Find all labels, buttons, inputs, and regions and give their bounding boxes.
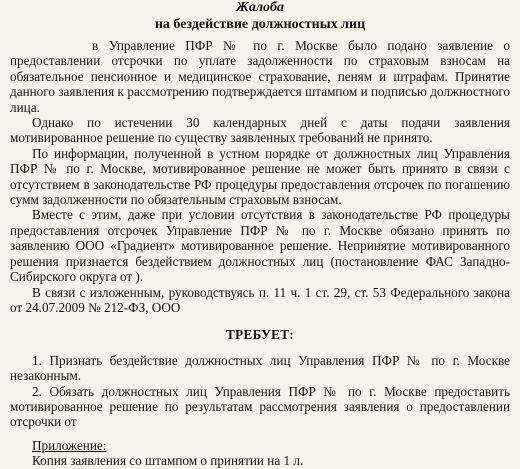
- attachment-text: Копия заявления со штампом о принятии на 1 л.: [32, 453, 304, 469]
- paragraph-obligation: Вместе с этим, даже при условии отсутствия в законодательстве РФ процедуры предоставления отсрочек Управление ПФР № по г. Москве обязано принять по заявлению ООО «Градиент» мотивированное решение. Непринятие мотивированного решения признается бездействием должностных лиц (постановление ФАС Западно-Сибирского округа от ).: [10, 207, 510, 285]
- attachment-label: Приложение:: [32, 437, 107, 453]
- demands-list: [10, 353, 510, 430]
- paragraph-oral-info: По информации, полученной в устном порядке от должностных лиц Управления ПФР № по г. Москве, мотивированное решение не может быть принято в связи с отсутствием в законодательстве РФ процедуры предоставления отсрочек по погашению сумм задолженности по обязательным страховым взносам.: [10, 145, 510, 208]
- demand-item: 1. Признать бездействие должностных лиц Управления ПФР № по г. Москве незаконным.: [10, 352, 510, 384]
- paragraph-legal-basis: В связи с изложенным, руководствуясь п. 11 ч. 1 ст. 29, ст. 53 Федерального закона от 24.07.2009 № 212-ФЗ, ООО: [10, 284, 510, 315]
- document-title: Жалоба: [235, 0, 285, 15]
- complaint-body: [10, 38, 510, 315]
- document-subtitle: на бездействие должностных лиц: [154, 16, 366, 32]
- paragraph-deadline: Однако по истечении 30 календарных дней с даты подачи заявления мотивированное решение по существу заявленных требований не принято.: [10, 115, 510, 146]
- paragraph-submission: в Управление ПФР № по г. Москве было подано заявление о предоставлении отсрочки по уплате задолженности по страховым взносам на обязательное пенсионное и медицинское страхование, пеням и штрафам. Принятие данного заявления к рассмотрению подтверждается штампом и подписью должностного лица.: [10, 38, 510, 115]
- document-header: [10, 0, 510, 33]
- demand-item: 2. Обязать должностных лиц Управления ПФР № по г. Москве предоставить мотивированное решение по результатам рассмотрения заявления о предоставлении отсрочки от: [10, 383, 510, 430]
- demand-heading: ТРЕБУЕТ:: [226, 327, 294, 343]
